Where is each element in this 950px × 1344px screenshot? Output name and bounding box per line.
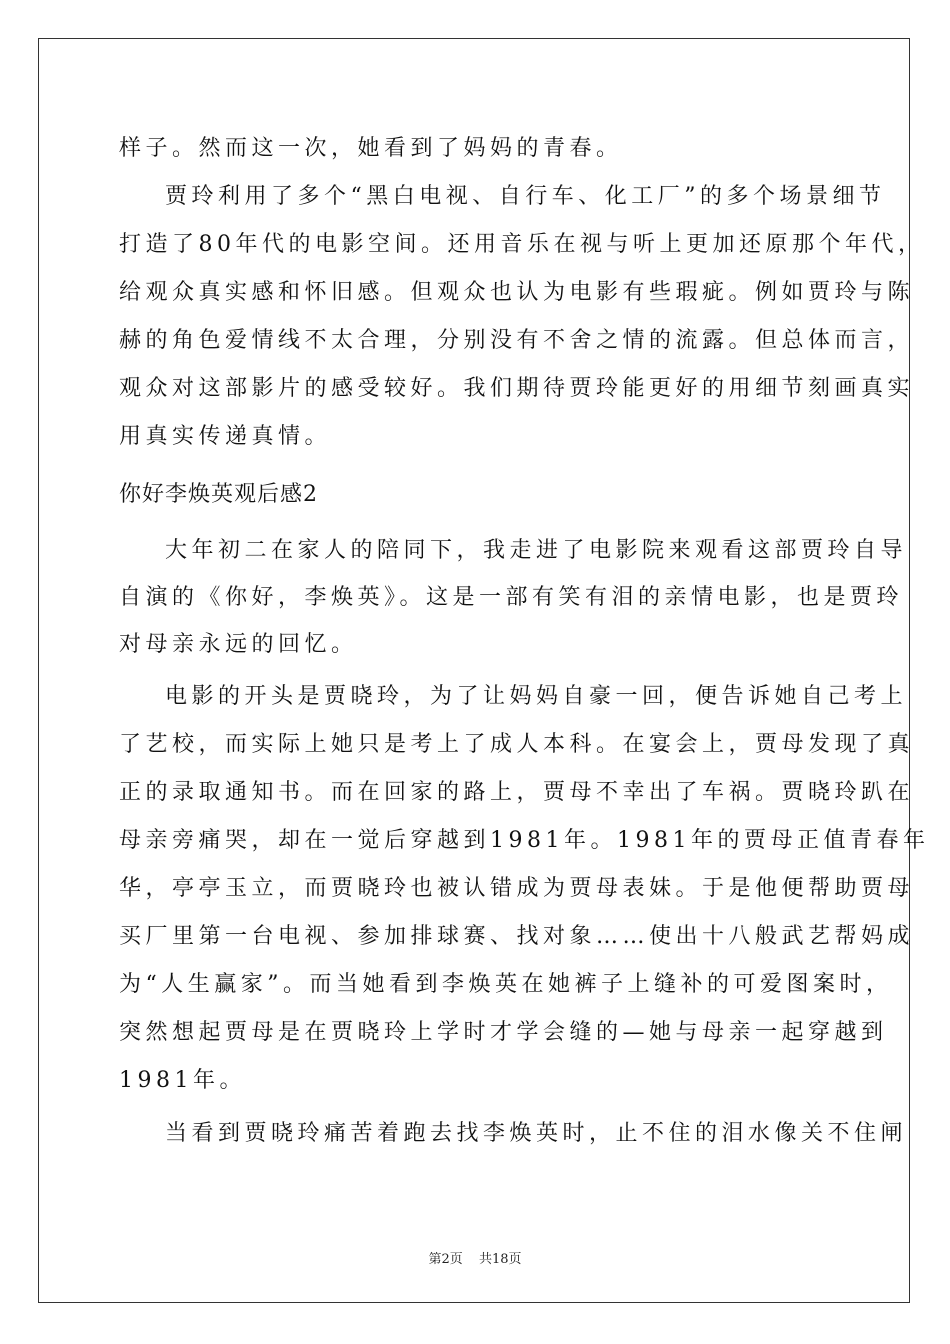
page-border — [38, 38, 910, 1303]
text-line: 母亲旁痛哭，却在一觉后穿越到1981年。1981年的贾母正值青春年 — [119, 828, 930, 853]
text-line: 观众对这部影片的感受较好。我们期待贾玲能更好的用细节刻画真实 — [119, 376, 915, 401]
text-line: 电影的开头是贾晓玲，为了让妈妈自豪一回，便告诉她自己考上 — [165, 684, 908, 709]
text-line: 了艺校，而实际上她只是考上了成人本科。在宴会上，贾母发现了真 — [119, 732, 915, 757]
page-number: 第2页 — [428, 1252, 463, 1267]
text-line: 打造了80年代的电影空间。还用音乐在视与听上更加还原那个年代， — [119, 232, 925, 257]
page-footer — [0, 1248, 950, 1267]
text-line: 赫的角色爱情线不太合理，分别没有不舍之情的流露。但总体而言， — [119, 328, 915, 353]
text-line: 为“人生赢家”。而当她看到李焕英在她裤子上缝补的可爱图案时， — [119, 972, 893, 997]
text-line: 自演的《你好，李焕英》。这是一部有笑有泪的亲情电影，也是贾玲 — [119, 585, 904, 610]
text-line: 贾玲利用了多个“黑白电视、自行车、化工厂”的多个场景细节 — [165, 184, 886, 209]
text-line: 用真实传递真情。 — [119, 424, 332, 449]
text-line: 突然想起贾母是在贾晓玲上学时才学会缝的—她与母亲一起穿越到 — [119, 1020, 888, 1045]
text-line: 正的录取通知书。而在回家的路上，贾母不幸出了车祸。贾晓玲趴在 — [119, 780, 915, 805]
page-total: 共18页 — [478, 1252, 522, 1267]
text-line: 样子。然而这一次，她看到了妈妈的青春。 — [119, 136, 623, 161]
text-line: 华，亭亭玉立，而贾晓玲也被认错成为贾母表妹。于是他便帮助贾母 — [119, 876, 915, 901]
text-line: 对母亲永远的回忆。 — [119, 632, 358, 657]
text-line: 大年初二在家人的陪同下，我走进了电影院来观看这部贾玲自导 — [165, 538, 908, 563]
text-line: 当看到贾晓玲痛苦着跑去找李焕英时，止不住的泪水像关不住闸 — [165, 1121, 908, 1146]
text-line: 给观众真实感和怀旧感。但观众也认为电影有些瑕疵。例如贾玲与陈 — [119, 280, 915, 305]
section-heading: 你好李焕英观后感2 — [119, 482, 318, 507]
text-line: 买厂里第一台电视、参加排球赛、找对象……使出十八般武艺帮妈成 — [119, 924, 915, 949]
text-line: 1981年。 — [119, 1068, 246, 1093]
